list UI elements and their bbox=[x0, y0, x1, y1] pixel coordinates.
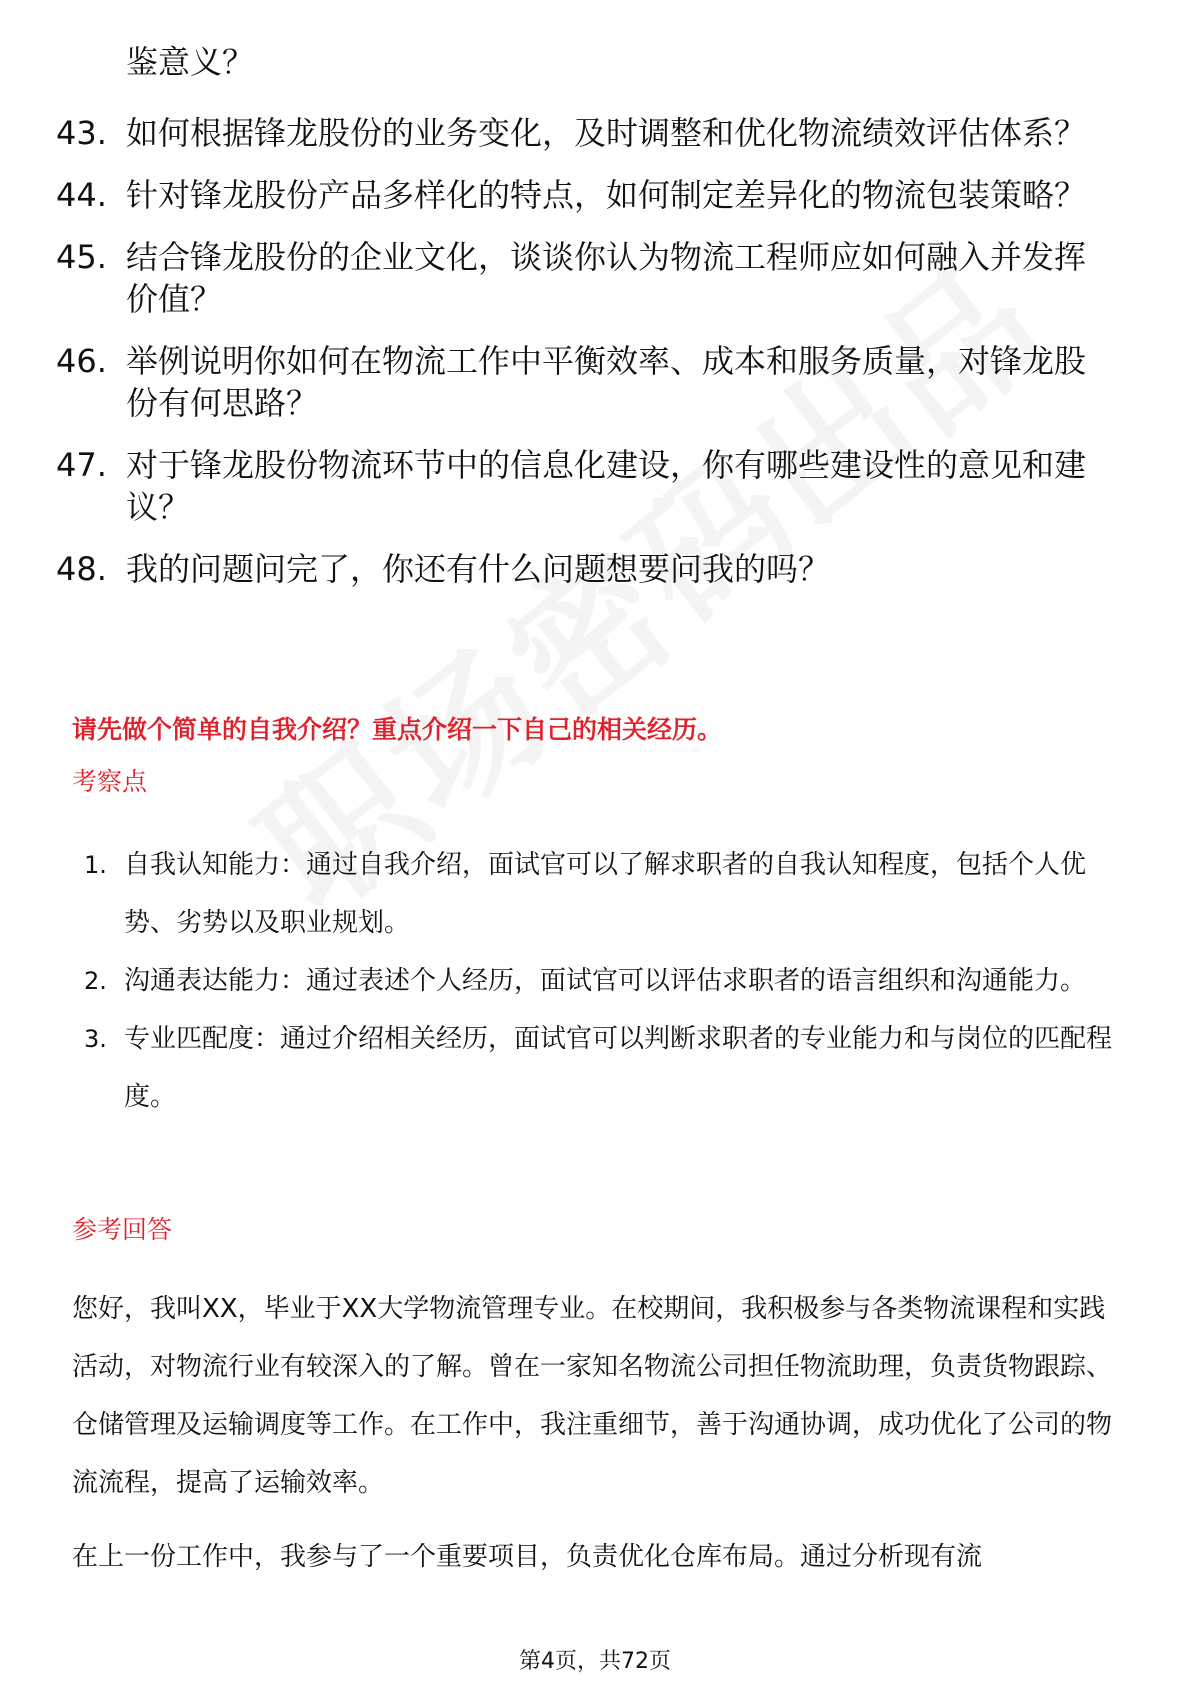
question-text: 针对锋龙股份产品多样化的特点，如何制定差异化的物流包装策略？ bbox=[126, 176, 1087, 214]
answer-heading: 参考回答 bbox=[72, 1215, 173, 1244]
question-text: 对于锋龙股份物流环节中的信息化建设，你有哪些建设性的意见和建议？ bbox=[126, 446, 1087, 526]
question-text: 如何根据锋龙股份的业务变化，及时调整和优化物流绩效评估体系？ bbox=[126, 114, 1087, 152]
question-list bbox=[56, 112, 1116, 610]
point-number: 3. bbox=[84, 1025, 107, 1053]
points-list bbox=[84, 836, 1114, 1126]
answer-paragraph: 您好，我叫XX，毕业于XX大学物流管理专业。在校期间，我积极参与各类物流课程和实践活动，对物流行业有较深入的了解。曾在一家知名物流公司担任物流助理，负责货物跟踪、仓储管理及运输调度等工作。在工作中，我注重细节，善于沟通协调，成功优化了公司的物流流程，提高了运输效率。 bbox=[72, 1294, 1113, 1498]
question-number: 44. bbox=[56, 176, 107, 214]
question-text: 我的问题问完了，你还有什么问题想要问我的吗？ bbox=[126, 550, 831, 588]
point-text: 自我认知能力：通过自我介绍，面试官可以了解求职者的自我认知程度，包括个人优势、劣势以及职业规划。 bbox=[124, 850, 1087, 938]
question-number: 48. bbox=[56, 550, 107, 588]
question-number: 43. bbox=[56, 114, 107, 152]
list-item bbox=[56, 112, 1116, 154]
list-item bbox=[56, 236, 1116, 320]
question-text: 结合锋龙股份的企业文化，谈谈你认为物流工程师应如何融入并发挥价值？ bbox=[126, 238, 1087, 318]
answer-paragraph: 在上一份工作中，我参与了一个重要项目，负责优化仓库布局。通过分析现有流 bbox=[72, 1542, 983, 1572]
list-item bbox=[56, 174, 1116, 216]
list-item bbox=[84, 1010, 1114, 1126]
point-text: 专业匹配度：通过介绍相关经历，面试官可以判断求职者的专业能力和与岗位的匹配程度。 bbox=[124, 1024, 1113, 1112]
question-continuation: 鉴意义？ bbox=[126, 43, 255, 81]
question-text: 举例说明你如何在物流工作中平衡效率、成本和服务质量，对锋龙股份有何思路？ bbox=[126, 342, 1087, 422]
list-item bbox=[56, 340, 1116, 424]
list-item bbox=[56, 548, 1116, 590]
question-number: 46. bbox=[56, 342, 107, 380]
question-number: 47. bbox=[56, 446, 107, 484]
point-number: 2. bbox=[84, 967, 107, 995]
points-heading: 考察点 bbox=[72, 767, 148, 796]
question-number: 45. bbox=[56, 238, 107, 276]
page-footer: 第4页，共72页 bbox=[519, 1649, 671, 1674]
point-number: 1. bbox=[84, 851, 107, 879]
list-item bbox=[84, 952, 1114, 1010]
point-text: 沟通表达能力：通过表述个人经历，面试官可以评估求职者的语言组织和沟通能力。 bbox=[124, 966, 1087, 996]
list-item bbox=[56, 444, 1116, 528]
list-item bbox=[84, 836, 1114, 952]
section-heading: 请先做个简单的自我介绍？重点介绍一下自己的相关经历。 bbox=[72, 715, 723, 744]
